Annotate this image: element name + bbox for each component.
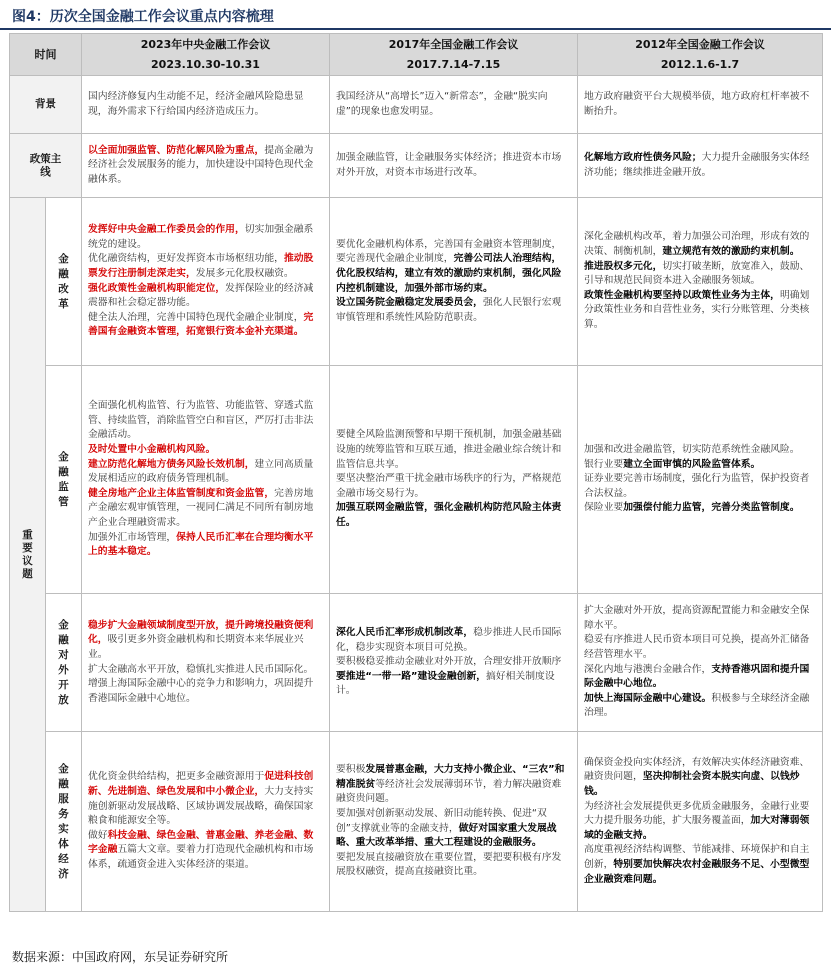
cell-text-segment: 优化资金供给结构，把更多金融资源用于 [88, 771, 265, 783]
supervision-2023 [82, 366, 330, 594]
header-2017-title: 2017年全国金融工作会议 [388, 37, 519, 51]
cell-text-segment: 建立同高质量发展相适应的政府债务管理机制。 [88, 458, 314, 485]
figure-title-bar [0, 0, 831, 30]
cell-text-segment: 把 [492, 851, 503, 863]
cell-text-segment: 完善公司法人治理结构，优化股权结构，建立有效的激励约束机制，强化风险内控机制建设，加强外部市场约束。 [336, 253, 562, 294]
header-2012 [578, 34, 823, 76]
row-real-economy [10, 732, 823, 912]
cell-text-segment: 我国经济从“高增长”迈入“新常态”，金融“脱实向虚”的现象也愈发明显。 [336, 90, 548, 117]
cell-text-segment: 促进科技创新、先进制造、绿色发展和中小微企业， [88, 771, 314, 798]
cell-text-segment: 设立国务院金融稳定发展委员会， [336, 297, 483, 309]
cell-text-segment: 加强外汇市场管理， [88, 531, 177, 543]
cell-text-segment: 搞好相关制度设计。 [336, 670, 555, 697]
cell-text-segment: 加强金融监管，让金融服务实体经济；推进资本市场对外开放，对资本市场进行改革。 [336, 151, 562, 178]
cell-text-segment: 要积极稳妥推动金融业对外开放，合理安排开放顺序 [336, 656, 562, 668]
cell-text-segment: 稳妥有序推进人民币资本项目可兑换，提高外汇储备经营管理水平。 [584, 634, 810, 660]
background-2017 [330, 76, 578, 134]
label-reform: 金融改革 [46, 198, 82, 366]
cell-text-segment: 支持香港巩固和提升国际金融中心地位。 [584, 663, 810, 690]
policy-2023 [82, 134, 330, 198]
cell-text-segment: 及时处置中小金融机构风险。 [88, 444, 216, 456]
cell-text-segment: 完善国有金融资本管理，拓宽银行资本金补充渠道。 [88, 311, 314, 338]
cell-text-segment: 确保资金投向实体经济，有效解决实体经济融资难、融资贵问题， [584, 756, 810, 783]
row-opening [10, 594, 823, 732]
figure-title: 图4：历次全国金融工作会议重点内容梳理 [12, 9, 274, 25]
cell-text-segment: 扩大金融高水平开放，稳慎扎实推进人民币国际化。 [88, 663, 314, 675]
cell-text-segment: 要健全风险监测预警和早期干预机制，加强金融基础设施的统筹监管和互联互通，推进金融业综合统计和监管信息共享。 [336, 429, 562, 470]
cell-text-segment: 保险业要 [584, 502, 624, 514]
cell-text-segment: 要推进“一带一路”建设金融创新， [336, 670, 487, 682]
cell-text-segment: 明确划分政策性业务和自营性业务，实行分账管理、分类核算。 [584, 289, 810, 330]
cell-text-segment: 提高金融为经济社会发展服务的能力，加快建设中国特色现代金融体系。 [88, 144, 314, 185]
row-background [10, 76, 823, 134]
label-background: 背景 [10, 76, 82, 134]
header-time: 时间 [10, 34, 82, 76]
cell-text-segment: 切实打破垄断，放宽准入，鼓励、引导和规范民间资本进入金融服务领域。 [584, 260, 810, 287]
cell-text-segment: 科技金融、绿色金融、普惠金融、养老金融、数字金融 [88, 829, 314, 856]
cell-text-segment: 做好 [88, 829, 108, 841]
cell-text-segment: 高度重视经济结构调整、节能减排、环境保护和自主创新， [584, 844, 810, 870]
meeting-comparison-table [9, 33, 823, 912]
cell-text-segment: 化解地方政府性债务风险； [584, 151, 702, 163]
data-source: 数据来源：中国政府网，东吴证券研究所 [12, 950, 229, 964]
cell-text-segment: 地方政府融资平台大规模举债，地方政府杠杆率被不断抬升。 [584, 90, 810, 117]
cell-text-segment: 优化融资结构，更好发挥资本市场枢纽功能， [88, 253, 284, 265]
cell-text-segment: 健全法人治理，完善中国特色现代金融企业制度， [88, 311, 304, 323]
cell-text-segment: 发挥保险业的经济减震器和社会稳定器功能。 [88, 282, 314, 309]
label-opening: 金融对外开放 [46, 594, 82, 732]
cell-text-segment: 以全面加强监管、防范化解风险为重点， [88, 144, 265, 156]
header-2023-date: 2023.10.30-10.31 [151, 57, 260, 71]
cell-text-segment: 做好对国家重大发展战略、重大改革举措、重大工程建设的金融服务。 [336, 822, 557, 849]
cell-text-segment: 加强和改进金融监管，切实防范系统性金融风险。 [584, 444, 800, 456]
cell-text-segment: 发展普惠金融，大力支持小微企业、“三农”和精准脱贫 [336, 764, 565, 790]
cell-text-segment: 推动股票发行注册制走深走实， [88, 253, 314, 279]
cell-text-segment: 要完善现代金融企业制度， [336, 253, 454, 265]
cell-text-segment: 要积极 [336, 764, 366, 776]
row-reform [10, 198, 823, 366]
cell-text-segment: 要坚决整治严重干扰金融市场秩序的行为，严格规范金融市场交易行为。 [336, 473, 562, 499]
real-economy-2023 [82, 732, 330, 912]
cell-text-segment: 大力支持实施创新驱动发展战略、区域协调发展战略，确保国家粮食和能源安全等。 [88, 786, 314, 827]
header-row [10, 34, 823, 76]
header-2012-date: 2012.1.6-1.7 [660, 57, 740, 71]
cell-text-segment: 强化人民银行宏观审慎管理和系统性风险防范职责。 [336, 297, 562, 323]
cell-text-segment: 加大对薄弱领域的金融支持。 [584, 815, 810, 841]
cell-text-segment: 要优化金融机构体系，完善国有金融资本管理制度， [336, 238, 562, 250]
label-policy: 政策主线 [10, 134, 82, 198]
cell-text-segment: 要 [482, 851, 493, 863]
cell-text-segment: 加快上海国际金融中心建设。 [584, 692, 712, 704]
header-2023 [82, 34, 330, 76]
reform-2012 [578, 198, 823, 366]
opening-2017 [330, 594, 578, 732]
row-supervision [10, 366, 823, 594]
row-policy [10, 134, 823, 198]
label-real-economy: 金融服务实体经济 [46, 732, 82, 912]
cell-text-segment: 保持人民币汇率在合理均衡水平上的基本稳定。 [88, 531, 314, 558]
cell-text-segment: 要把发展直接融资放在重要位置， [336, 851, 483, 863]
cell-text-segment: 推进股权多元化， [584, 260, 663, 272]
cell-text-segment: 扩大金融对外开放，提高资源配置能力和金融安全保障水平。 [584, 605, 810, 631]
cell-text-segment: 国内经济修复内生动能不足，经济金融风险隐患显现，海外需求下行给国内经济造成压力。 [88, 90, 304, 117]
reform-2017 [330, 198, 578, 366]
cell-text-segment: 大力提升金融服务实体经济功能；继续推进金融开放。 [584, 151, 810, 178]
header-2012-title: 2012年全国金融工作会议 [635, 37, 765, 51]
cell-text-segment: 发挥好中央金融工作委员会的作用， [88, 224, 245, 236]
policy-2012 [578, 134, 823, 198]
header-2017 [330, 34, 578, 76]
cell-text-segment: 加强互联网金融监管，强化金融机构防范风险主体责任。 [336, 502, 562, 528]
cell-text-segment: 为经济社会发展提供更多优质金融服务，金融行业要大力提升服务功能，扩大服务覆盖面， [584, 800, 810, 827]
cell-text-segment: 加强偿付能力监管，完善分类监管制度。 [623, 502, 800, 514]
cell-text-segment: 增强上海国际金融中心的竞争力和影响力，巩固提升香港国际金融中心地位。 [88, 678, 314, 704]
cell-text-segment: 建立防范化解地方债务风险长效机制， [88, 458, 255, 470]
cell-text-segment: 要积极有序发展股权融资，提高直接融资比重。 [336, 851, 562, 878]
cell-text-segment: 稳步扩大金融领域制度型开放，提升跨境投融资便利化， [88, 619, 314, 646]
cell-text-segment: 特别要加快解决农村金融服务不足、小型微型企业融资难问题。 [584, 858, 810, 885]
reform-2023 [82, 198, 330, 366]
supervision-2012 [578, 366, 823, 594]
cell-text-segment: 深化人民币汇率形成机制改革， [336, 627, 474, 639]
background-2012 [578, 76, 823, 134]
cell-text-segment: 深化金融机构改革，着力加强公司治理，形成有效的决策、制衡机制， [584, 231, 810, 258]
policy-2017 [330, 134, 578, 198]
cell-text-segment: 深化内地与港澳台金融合作， [584, 663, 712, 675]
cell-text-segment: 强化政策性金融机构职能定位， [88, 282, 226, 294]
cell-text-segment: 积极参与全球经济金融治理。 [584, 692, 810, 719]
cell-text-segment: 坚决抑制社会资本脱实向虚、以钱炒钱。 [584, 771, 800, 798]
cell-text-segment: 吸引更多外资金融机构和长期资本来华展业兴业。 [88, 634, 304, 660]
cell-text-segment: 证券业要完善市场制度，强化行为监管，保护投资者合法权益。 [584, 473, 810, 499]
cell-text-segment: 切实加强金融系统党的建设。 [88, 224, 314, 250]
real-economy-2017 [330, 732, 578, 912]
cell-text-segment: 建立全面审慎的风险监管体系。 [623, 458, 761, 470]
cell-text-segment: 稳步推进人民币国际化，稳步实现资本项目可兑换。 [336, 627, 562, 653]
cell-text-segment: 健全房地产企业主体监管制度和资金监管， [88, 487, 275, 499]
opening-2012 [578, 594, 823, 732]
cell-text-segment: 要加强对创新驱动发展、新旧动能转换、促进“双创”支撑就业等的金融支持， [336, 807, 547, 834]
supervision-2017 [330, 366, 578, 594]
label-supervision: 金融监管 [46, 366, 82, 594]
cell-text-segment: 发展多元化股权融资。 [195, 267, 294, 279]
cell-text-segment: 政策性金融机构要坚持以政策性业务为主体， [584, 289, 780, 301]
opening-2023 [82, 594, 330, 732]
header-2023-title: 2023年中央金融工作会议 [140, 37, 271, 51]
real-economy-2012 [578, 732, 823, 912]
cell-text-segment: 建立规范有效的激励约束机制。 [662, 246, 800, 258]
header-2017-date: 2017.7.14-7.15 [406, 57, 501, 71]
label-key-topics: 重要议题 [10, 198, 46, 912]
cell-text-segment: 全面强化机构监管、行为监管、功能监管、穿透式监管、持续监管，消除监管空白和盲区，严厉打击非法金融活动。 [88, 400, 314, 441]
cell-text-segment: 五篇大文章。要着力打造现代金融机构和市场体系，疏通资金进入实体经济的渠道。 [88, 844, 314, 870]
cell-text-segment: 完善房地产金融宏观审慎管理，一视同仁满足不同所有制房地产企业合理融资需求。 [88, 487, 314, 528]
background-2023 [82, 76, 330, 134]
cell-text-segment: 等经济社会发展薄弱环节，着力解决融资难融资贵问题。 [336, 778, 562, 805]
cell-text-segment: 银行业要 [584, 458, 624, 470]
